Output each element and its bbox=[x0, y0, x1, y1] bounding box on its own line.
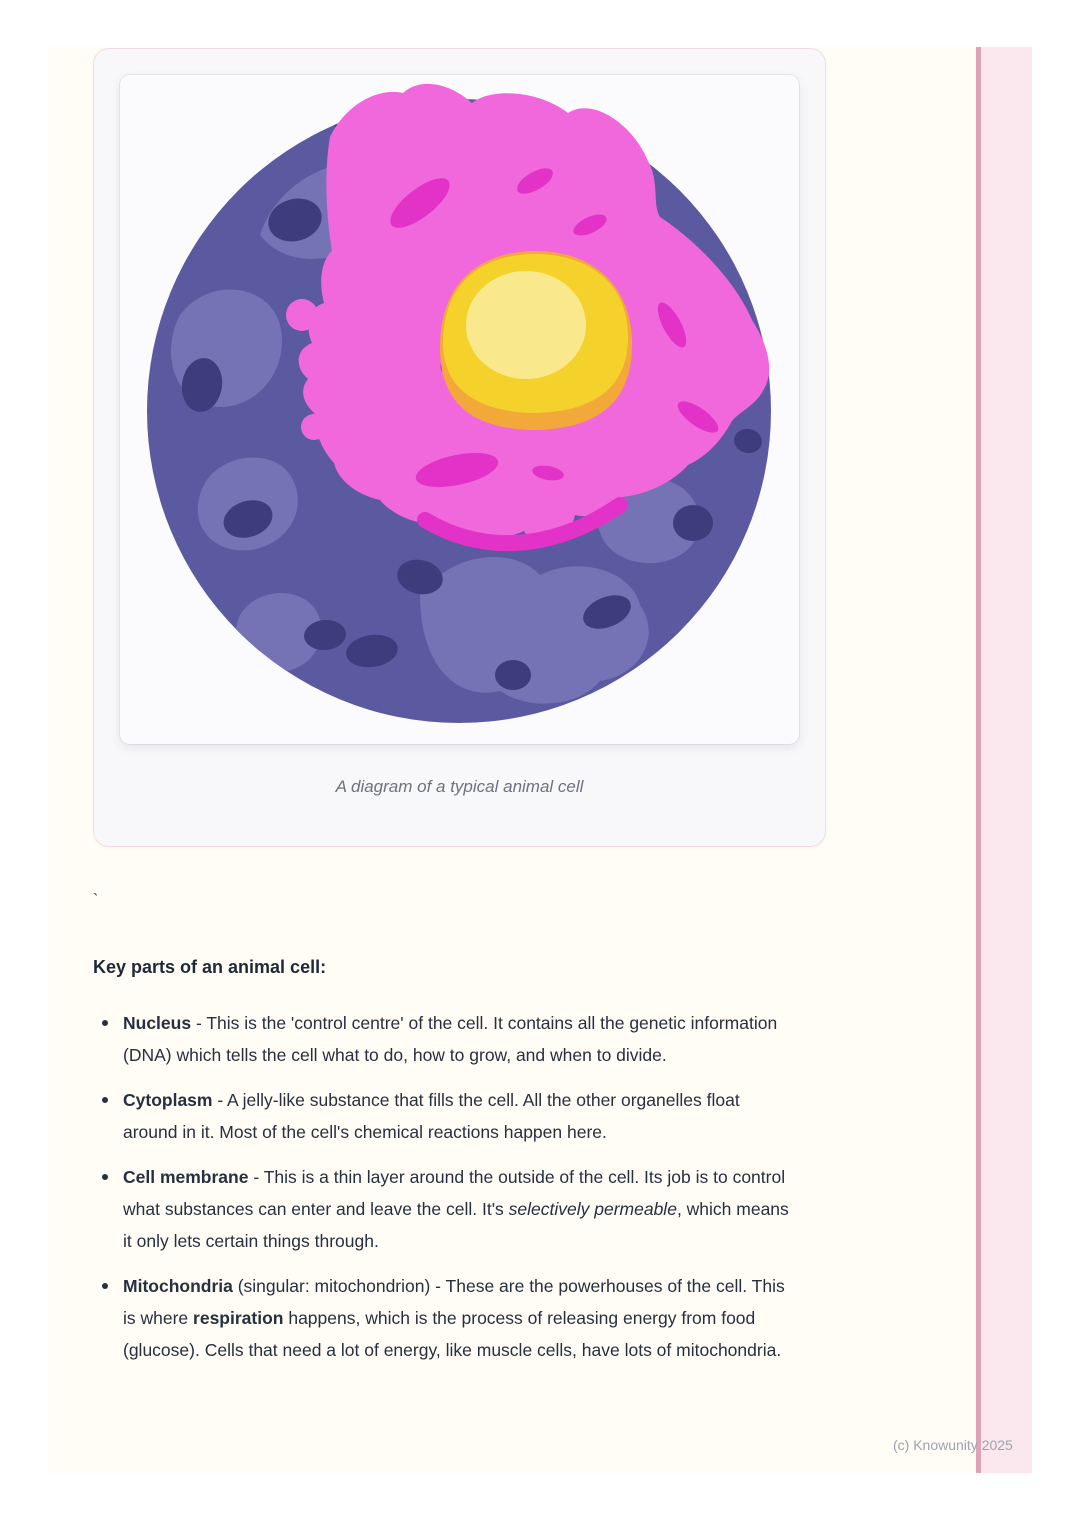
list-item-mitochondria: Mitochondria (singular: mitochondrion) - These are the powerhouses of the cell. This is where respiration happens, which is the process of releasing energy from food (glucose). Cells that need a lot of energy, like muscle cells, have lots of mitochondria. bbox=[93, 1270, 799, 1366]
key-parts-list bbox=[93, 1007, 799, 1379]
stray-backtick-text: ` bbox=[93, 892, 99, 909]
section-heading: Key parts of an animal cell: bbox=[93, 957, 327, 977]
page-edge-stripe bbox=[976, 47, 1032, 1473]
copyright-watermark: (c) Knowunity 2025 bbox=[893, 1437, 1013, 1453]
figure-card bbox=[93, 48, 826, 847]
list-item-nucleus: Nucleus - This is the 'control centre' of the cell. It contains all the genetic information (DNA) which tells the cell what to do, how to grow, and when to divide. bbox=[93, 1007, 799, 1071]
list-item-cell-membrane: Cell membrane - This is a thin layer around the outside of the cell. Its job is to control what substances can enter and leave the cell. It's selectively permeable, which means it only lets certain things through. bbox=[93, 1161, 799, 1257]
animal-cell-illustration bbox=[120, 75, 799, 744]
list-item-cytoplasm: Cytoplasm - A jelly-like substance that fills the cell. All the other organelles float around in it. Most of the cell's chemical reactions happen here. bbox=[93, 1084, 799, 1148]
cell-diagram-image[interactable] bbox=[120, 75, 799, 744]
document-page bbox=[48, 47, 1032, 1473]
figure-caption: A diagram of a typical animal cell bbox=[335, 777, 584, 796]
